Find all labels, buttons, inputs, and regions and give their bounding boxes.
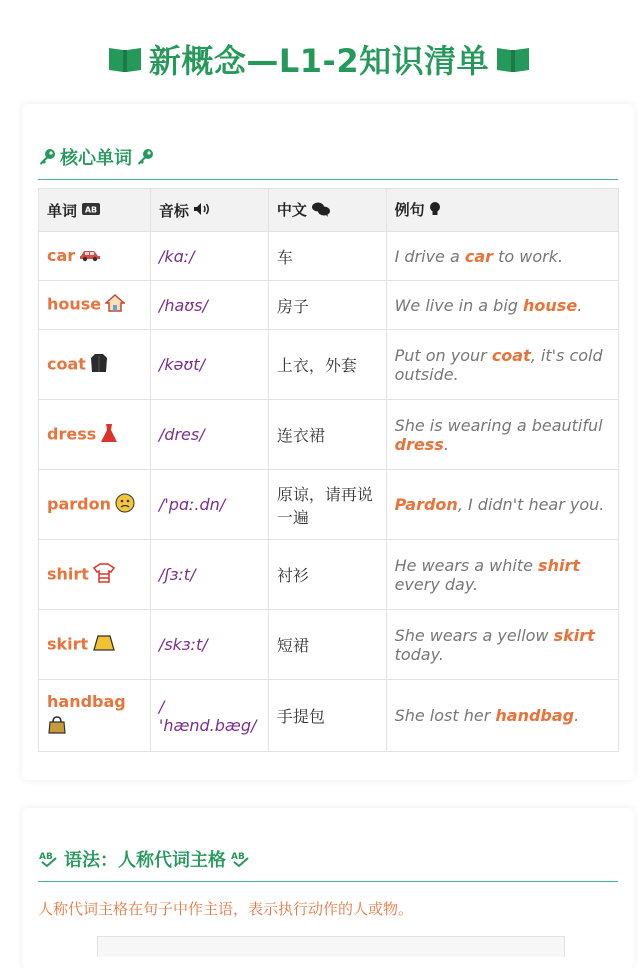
ipa-cell: / 'hænd.bæg/ [150, 680, 268, 752]
ab-icon [81, 202, 101, 220]
chinese-cell: 原谅，请再说一遍 [268, 470, 386, 540]
vocab-card [22, 104, 634, 780]
example-cell: We live in a big house. [386, 281, 618, 330]
table-row [39, 400, 619, 470]
speech-bubbles-icon [311, 201, 331, 221]
chinese-cell: 短裙 [268, 610, 386, 680]
ipa-cell: /haʊs/ [150, 281, 268, 330]
vocab-heading [38, 104, 618, 180]
ab-icon [38, 850, 60, 873]
grammar-card [22, 808, 634, 968]
chinese-cell: 上衣，外套 [268, 330, 386, 400]
page-title [0, 0, 638, 84]
ipa-cell: /kɑː/ [150, 232, 268, 281]
ab-icon [230, 850, 252, 873]
table-row [39, 281, 619, 330]
grammar-description: 人称代词主格在句子中作主语，表示执行动作的人或物。 [38, 899, 414, 918]
word-cell: coat [39, 330, 151, 400]
grammar-heading-text: 语法：人称代词主格 [64, 850, 226, 871]
word-cell: pardon [39, 470, 151, 540]
table-row [39, 470, 619, 540]
table-row [39, 232, 619, 281]
example-cell: Pardon, I didn't hear you. [386, 470, 618, 540]
chinese-cell: 衬衫 [268, 540, 386, 610]
chinese-cell: 连衣裙 [268, 400, 386, 470]
chinese-cell: 手提包 [268, 680, 386, 752]
word-cell: car [39, 232, 151, 281]
table-header-row [39, 189, 619, 232]
column-header-example: 例句 [386, 189, 618, 232]
book-icon [495, 44, 531, 82]
speaker-icon [193, 202, 211, 220]
page-title-text: 新概念—L1-2知识清单 [148, 42, 490, 80]
svg-text:AB: AB [231, 851, 245, 862]
vocab-heading-text: 核心单词 [60, 148, 132, 169]
ipa-cell: /skɜːt/ [150, 610, 268, 680]
table-row [39, 540, 619, 610]
chinese-cell: 车 [268, 232, 386, 281]
svg-text:AB: AB [39, 851, 53, 862]
house-icon [105, 294, 125, 316]
chinese-cell: 房子 [268, 281, 386, 330]
lightbulb-icon [429, 201, 441, 221]
example-cell: She is wearing a beautiful dress. [386, 400, 618, 470]
dress-icon [100, 423, 118, 447]
column-header-word: 单词 AB [39, 189, 151, 232]
example-cell: She lost her handbag. [386, 680, 618, 752]
word-cell: skirt [39, 610, 151, 680]
column-header-chinese: 中文 [268, 189, 386, 232]
svg-text:AB: AB [84, 205, 98, 215]
example-cell: She wears a yellow skirt today. [386, 610, 618, 680]
skirt-icon [92, 634, 116, 656]
example-cell: He wears a white shirt every day. [386, 540, 618, 610]
table-row [39, 680, 619, 752]
example-cell: I drive a car to work. [386, 232, 618, 281]
vocab-table [38, 188, 619, 752]
grammar-table-header [97, 936, 565, 957]
column-header-ipa: 音标 [150, 189, 268, 232]
grammar-heading [38, 808, 618, 882]
word-cell: handbag [39, 680, 151, 752]
confused-face-icon [115, 493, 135, 517]
ipa-cell: /'pɑː.dn/ [150, 470, 268, 540]
word-cell: dress [39, 400, 151, 470]
table-row [39, 330, 619, 400]
key-icon [136, 148, 154, 171]
car-icon [79, 247, 101, 266]
word-cell: house [39, 281, 151, 330]
handbag-icon [47, 715, 67, 739]
word-cell: shirt [39, 540, 151, 610]
ipa-cell: /dres/ [150, 400, 268, 470]
book-icon [107, 44, 143, 82]
ipa-cell: /kəʊt/ [150, 330, 268, 400]
shirt-icon [93, 563, 115, 587]
key-icon [38, 148, 56, 171]
coat-icon [90, 353, 108, 377]
example-cell: Put on your coat, it's cold outside. [386, 330, 618, 400]
table-row [39, 610, 619, 680]
ipa-cell: /ʃɜːt/ [150, 540, 268, 610]
